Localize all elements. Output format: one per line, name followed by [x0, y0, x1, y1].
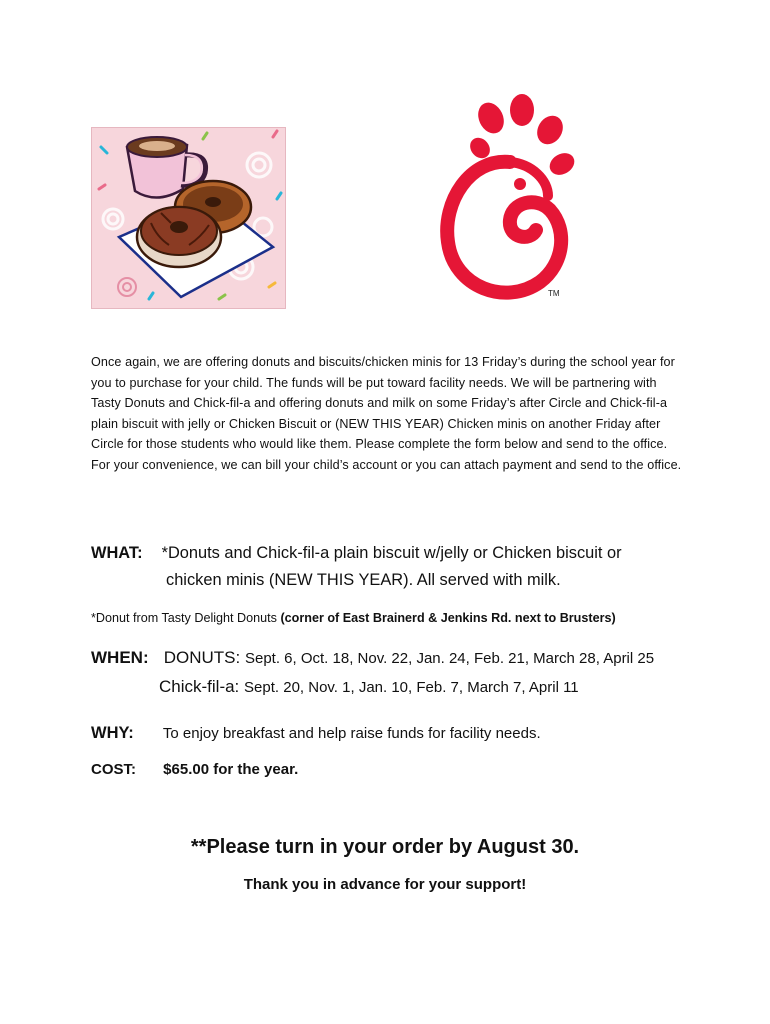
intro-paragraph: Once again, we are offering donuts and biscuits/chicken minis for 13 Friday’s during the school year for you to purchase for your child. The funds will be put toward facility needs. We will be partnering with Tasty Donuts and Chick-fil-a and offering donuts and milk on some Friday’s after Circle and Chick-fil-a plain biscuit with jelly or Chicken Biscuit or (NEW THIS YEAR) Chicken minis on another Friday after Circle for those students who would like them. Please complete the form below and send to the office. For your convenience, we can bill your child’s account or you can attach payment and send to the office. — [91, 355, 682, 472]
chick-fil-a-logo — [440, 92, 580, 310]
why-text: To enjoy breakfast and help raise funds for facility needs. — [162, 725, 541, 742]
when-label: WHEN: — [91, 648, 149, 667]
donut-source-note — [91, 611, 731, 625]
why-label: WHY: — [91, 724, 134, 742]
what-text-2: chicken minis (NEW THIS YEAR). All served with milk. — [166, 571, 561, 589]
donut-source-text: *Donut from Tasty Delight Donuts — [91, 611, 281, 625]
cost-section — [91, 761, 298, 778]
trademark-mark: TM — [548, 289, 560, 298]
cost-text: $65.00 for the year. — [163, 761, 299, 778]
donuts-dates: Sept. 6, Oct. 18, Nov. 22, Jan. 24, Feb. 21, March 28, April 25 — [244, 650, 655, 667]
donut-source-location: (corner of East Brainerd & Jenkins Rd. next to Brusters) — [280, 611, 616, 625]
donuts-label: DONUTS: — [163, 648, 241, 667]
when-donuts-line — [91, 644, 751, 673]
when-section — [91, 644, 751, 702]
when-chick-line — [91, 673, 751, 702]
chick-fil-a-label: Chick-fil-a: — [159, 677, 240, 696]
why-section — [91, 724, 541, 743]
what-label: WHAT: — [91, 544, 143, 562]
what-section — [91, 540, 711, 594]
chick-fil-a-dates: Sept. 20, Nov. 1, Jan. 10, Feb. 7, March 7, April 11 — [244, 679, 579, 696]
cost-label: COST: — [91, 761, 136, 778]
order-deadline: **Please turn in your order by August 30. — [190, 836, 580, 858]
thank-you-note: Thank you in advance for your support! — [243, 876, 527, 893]
what-line-1 — [91, 540, 711, 567]
what-text-1: *Donuts and Chick-fil-a plain biscuit w/jelly or Chicken biscuit or — [161, 544, 622, 562]
coffee-donuts-clipart — [91, 127, 286, 309]
